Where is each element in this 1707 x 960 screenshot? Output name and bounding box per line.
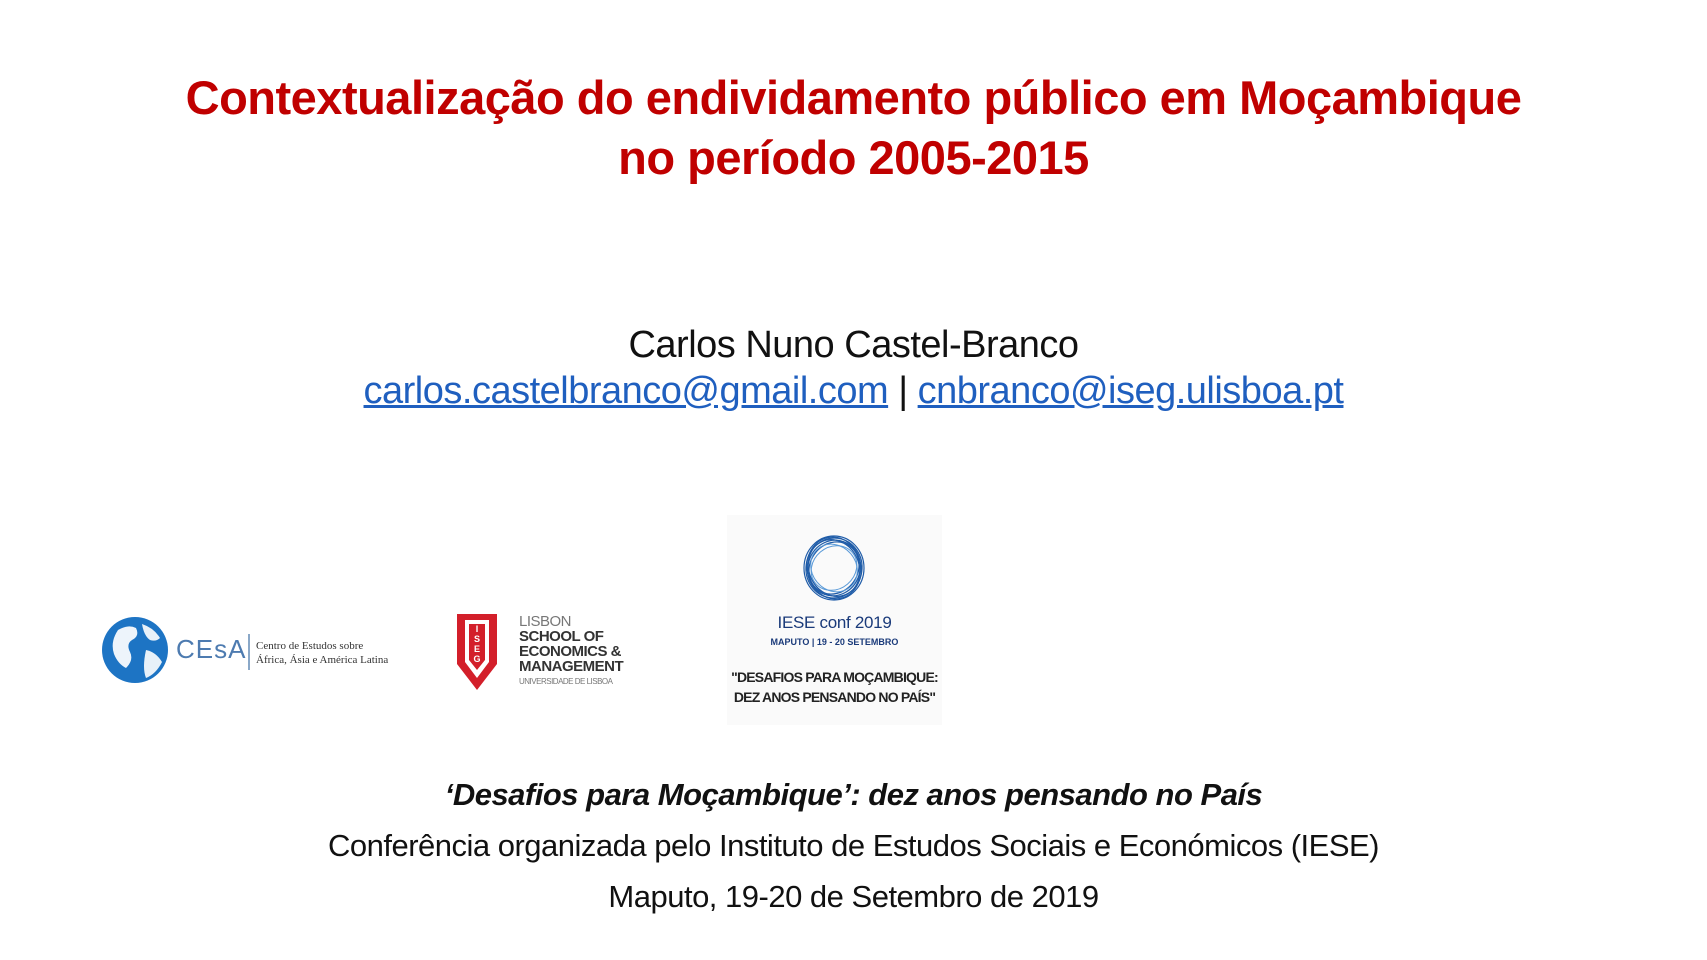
iese-conf-dates: MAPUTO | 19 - 20 SETEMBRO — [770, 637, 899, 647]
slide-title — [0, 68, 1707, 188]
iseg-mark-letter-s: S — [473, 634, 481, 644]
author-name: Carlos Nuno Castel-Branco — [628, 324, 1079, 366]
cesa-logo — [100, 610, 390, 698]
iseg-line-economics: ECONOMICS & — [519, 643, 622, 660]
conference-place-date: Maputo, 19-20 de Setembro de 2019 — [608, 879, 1099, 914]
iese-conf-slogan — [727, 667, 942, 707]
iseg-line-university: UNIVERSIDADE DE LISBOA — [519, 677, 613, 686]
author-emails — [0, 368, 1707, 414]
iese-slogan-line-1: "DESAFIOS PARA MOÇAMBIQUE: — [731, 669, 938, 685]
title-line-2: no período 2005-2015 — [618, 131, 1089, 184]
conference-title: ‘Desafios para Moçambique’: dez anos pensando no País — [444, 777, 1263, 812]
email-link-gmail[interactable]: carlos.castelbranco@gmail.com — [363, 370, 889, 412]
globe-icon — [100, 610, 170, 690]
iese-ring-icon — [799, 533, 869, 603]
iseg-line-management: MANAGEMENT — [519, 658, 624, 675]
cesa-desc-line-1: Centro de Estudos sobre — [256, 640, 364, 652]
iseg-wordmark — [519, 614, 623, 689]
iese-conf-name: IESE conf 2019 — [777, 613, 892, 632]
iese-slogan-line-2: DEZ ANOS PENSANDO NO PAÍS" — [733, 689, 936, 705]
iseg-logo — [455, 612, 635, 702]
iseg-line-school: SCHOOL OF — [519, 628, 604, 645]
email-link-iseg[interactable]: cnbranco@iseg.ulisboa.pt — [917, 370, 1344, 412]
cesa-desc-line-2: África, Ásia e América Latina — [256, 654, 389, 666]
cesa-description — [256, 639, 388, 667]
email-separator: | — [898, 370, 908, 412]
conference-organizer: Conferência organizada pelo Instituto de Estudos Sociais e Económicos (IESE) — [327, 828, 1380, 863]
iseg-line-lisbon: LISBON — [519, 613, 572, 630]
cesa-divider — [248, 634, 250, 670]
iseg-mark-letter-g: G — [473, 654, 481, 664]
iseg-vertical-mark — [455, 612, 499, 692]
cesa-abbr: CEsA — [176, 634, 247, 664]
iseg-mark-letter-e: E — [473, 644, 481, 654]
iese-conf-logo — [727, 515, 942, 725]
iseg-mark-letter-i: I — [475, 624, 479, 634]
title-line-1: Contextualização do endividamento público em Moçambique — [185, 71, 1522, 124]
